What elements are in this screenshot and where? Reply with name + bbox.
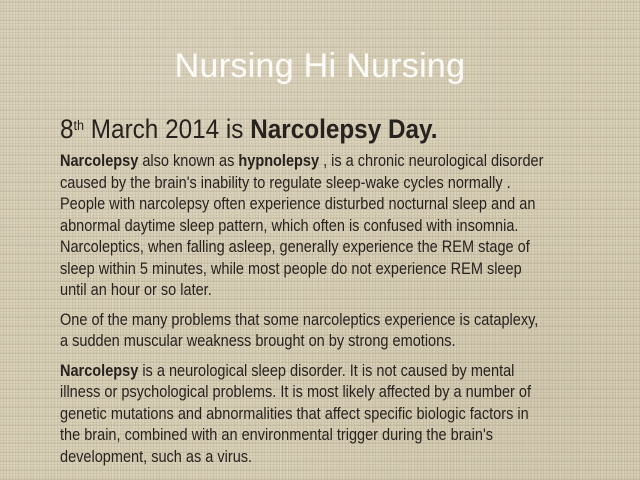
text-segment: also known as	[138, 152, 239, 170]
text-line	[60, 382, 566, 404]
text-line	[60, 280, 566, 302]
body-text	[60, 151, 635, 476]
bold-text-segment: Narcolepsy	[60, 152, 139, 170]
text-segment: development, such as a virus.	[60, 447, 253, 466]
text-segment: a sudden muscular weakness brought on by strong emotions.	[60, 332, 456, 350]
paragraph	[60, 151, 635, 302]
text-segment: the brain, combined with an environmental trigger during the brain's	[60, 426, 493, 444]
heading-emphasis: Narcolepsy Day	[250, 114, 431, 144]
text-segment: genetic mutations and abnormalities that affect specific biologic factors in	[60, 404, 529, 423]
text-line	[60, 361, 566, 383]
text-line	[60, 331, 566, 353]
text-segment: abnormal daytime sleep pattern, which often is confused with insomnia.	[60, 216, 519, 235]
text-line	[60, 425, 566, 447]
text-line	[60, 237, 566, 259]
text-segment: until an hour or so later.	[60, 281, 212, 299]
heading-period: .	[430, 114, 438, 144]
text-line	[60, 151, 566, 173]
text-segment: People with narcolepsy often experience disturbed nocturnal sleep and an	[60, 195, 536, 213]
text-line	[60, 194, 566, 216]
text-segment: illness or psychological problems. It is most likely affected by a number of	[60, 383, 532, 401]
date-heading	[60, 112, 438, 150]
text-line	[60, 310, 566, 332]
slide-title: Nursing Hi Nursing	[174, 47, 466, 85]
text-line	[60, 216, 566, 238]
paragraph	[60, 310, 635, 353]
text-line	[60, 259, 566, 281]
heading-day: 8	[60, 114, 74, 144]
heading-ordinal-suffix: th	[73, 117, 85, 134]
text-segment: caused by the brain's inability to regulate sleep-wake cycles normally .	[60, 173, 511, 192]
text-line	[60, 404, 566, 426]
text-segment: Narcoleptics, when falling asleep, generally experience the REM stage of	[60, 238, 530, 256]
bold-text-segment: hypnolepsy	[238, 152, 320, 170]
text-line	[60, 173, 566, 195]
text-segment: One of the many problems that some narcoleptics experience is cataplexy,	[60, 310, 539, 329]
paragraph	[60, 361, 635, 469]
heading-rest: March 2014 is	[84, 114, 251, 144]
text-segment: sleep within 5 minutes, while most people do not experience REM sleep	[60, 259, 522, 278]
text-segment: , is a chronic neurological disorder	[319, 152, 544, 170]
text-segment: is a neurological sleep disorder. It is not caused by mental	[138, 361, 515, 380]
bold-text-segment: Narcolepsy	[60, 361, 139, 380]
text-line	[60, 447, 566, 469]
